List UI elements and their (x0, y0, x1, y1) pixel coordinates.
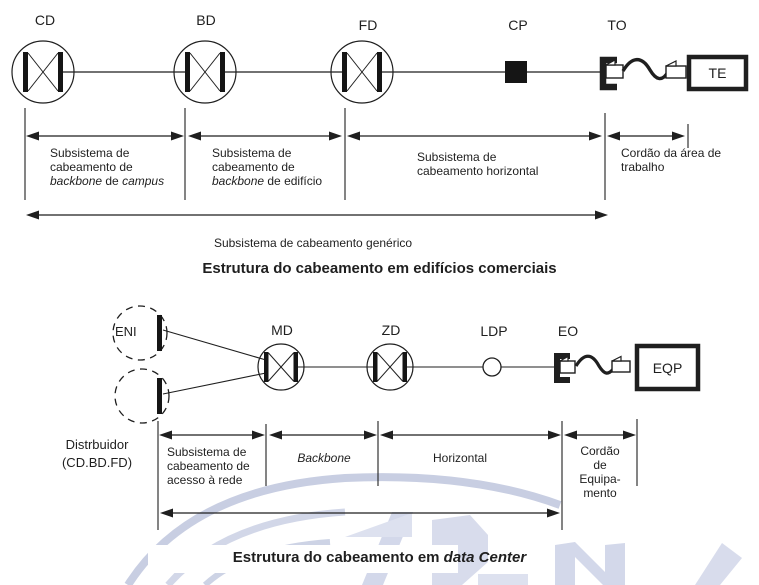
section-horizontal-label: Subsistema de cabeamento horizontal (417, 150, 539, 178)
section-acesso-label: Subsistema de cabeamento de acesso à rede (167, 445, 250, 487)
section-cordao2-label: Cordão de Equipa- mento (579, 444, 621, 500)
watermark-logo (128, 477, 742, 585)
section-campus-label: Subsistema de cabeamento de backbone de campus (50, 146, 165, 188)
eni-label: ENI (115, 324, 137, 339)
work-area-cord (623, 60, 668, 79)
te-label: TE (708, 65, 727, 81)
ldp-symbol (483, 358, 501, 376)
distributor-label: Distrbuidor (CD.BD.FD) (61, 437, 133, 470)
bd-label: BD (196, 12, 216, 28)
eo-outlet-symbol (557, 356, 575, 380)
te-plug-symbol (666, 61, 686, 78)
md-distributor-symbol (258, 344, 304, 390)
link-eni2-md (163, 373, 266, 394)
section-edificio-label: Subsistema de cabeamento de backbone de edifício (212, 146, 323, 188)
zd-distributor-symbol (367, 344, 413, 390)
cd-label: CD (34, 12, 56, 28)
section-horizontal2-label: Horizontal (432, 451, 488, 465)
top-diagram-title: Estrutura do cabeamento em edifícios comerciais (202, 260, 557, 277)
section-backbone-label: Backbone (297, 451, 351, 465)
generic-subsystem-label: Subsistema de cabeamento genérico (213, 236, 413, 250)
link-eni1-md (163, 330, 266, 360)
eqp-label: EQP (652, 359, 683, 376)
md-label: MD (271, 322, 293, 338)
to-outlet-symbol (603, 60, 623, 87)
equipment-cord (576, 356, 614, 373)
fd-label: FD (358, 17, 378, 33)
top-diagram-graphics (12, 41, 746, 220)
zd-label: ZD (381, 322, 401, 338)
cp-label: CP (508, 17, 528, 33)
cp-symbol (505, 61, 527, 83)
section-cordao-label: Cordão da área de trabalho (621, 146, 722, 174)
eqp-plug-symbol (612, 357, 630, 373)
bottom-diagram-title: Estrutura do cabeamento em data Center (232, 549, 527, 566)
eo-label: EO (557, 323, 579, 339)
to-label: TO (607, 17, 627, 33)
ldp-label: LDP (480, 323, 508, 339)
